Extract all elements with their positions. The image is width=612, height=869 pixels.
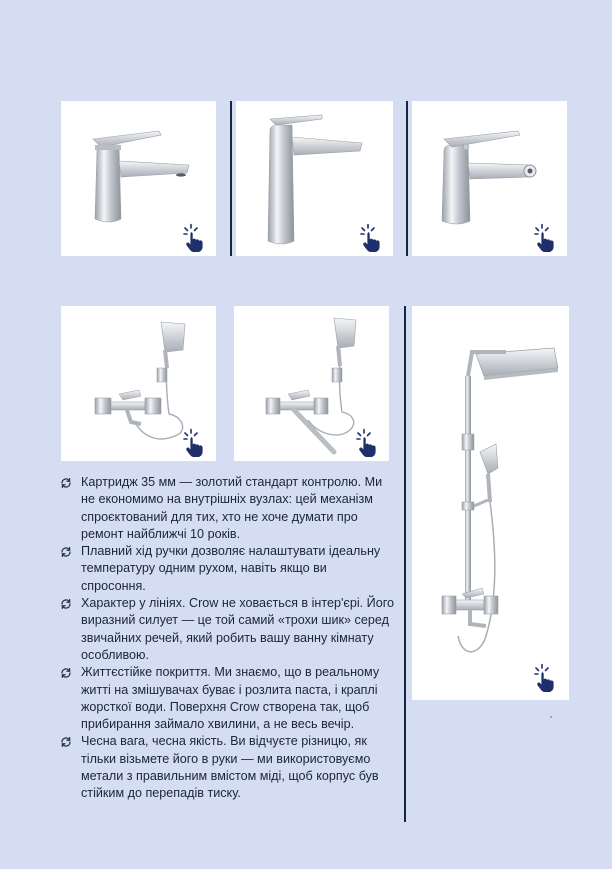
- shower-system-image: [412, 306, 569, 700]
- feature-text: Плавний хід ручки дозволяє налаштувати ідеальну температуру одним рухом, навіть якщо ви спросоння.: [81, 544, 381, 593]
- product-card-bath-mixer-long-spout[interactable]: [234, 306, 389, 461]
- feature-text: Картридж 35 мм — золотий стандарт контролю. Ми не економимо на внутрішніх вузлах: цей механізм спроєктований для тих, хто не хоче думати про ремонт найближчі 10 років.: [81, 475, 383, 541]
- list-item: [60, 543, 395, 595]
- recycle-bullet-icon: [60, 546, 72, 558]
- column-divider: [404, 306, 406, 822]
- product-card-bidet-mixer[interactable]: [412, 101, 567, 256]
- product-card-tall-basin-mixer[interactable]: [236, 101, 393, 256]
- column-divider: [406, 101, 408, 256]
- list-item: [60, 595, 395, 664]
- tap-hand-icon[interactable]: [357, 222, 387, 252]
- recycle-bullet-icon: [60, 598, 72, 610]
- list-item: [60, 733, 395, 802]
- product-card-basin-mixer[interactable]: [61, 101, 216, 256]
- list-item: [60, 664, 395, 733]
- tap-hand-icon[interactable]: [353, 427, 383, 457]
- feature-text: Чесна вага, чесна якість. Ви відчуєте різницю, як тільки візьмете його в руки — ми використовуємо метали з правильним вмістом міді, щоб корпус був стійким до перепадів тиску.: [81, 734, 379, 801]
- feature-text: Життєстійке покриття. Ми знаємо, що в реальному житті на змішувачах буває і розлита паста, і краплі жорсткої води. Поверхня Crow створена так, щоб прибирання займало хвилини, а не весь вечір.: [81, 665, 380, 732]
- list-item: [60, 474, 395, 543]
- product-card-shower-system[interactable]: [412, 306, 569, 700]
- tap-hand-icon[interactable]: [531, 222, 561, 252]
- tap-hand-icon[interactable]: [180, 222, 210, 252]
- feature-text: Характер у лініях. Crow не ховається в інтер'єрі. Його виразний силует — це той самий «трохи шик» серед звичайних речей, який робить вашу ванну кімнату особливою.: [81, 596, 395, 662]
- recycle-bullet-icon: [60, 736, 72, 748]
- feature-list: [60, 474, 395, 803]
- product-card-bath-mixer-short-spout[interactable]: [61, 306, 216, 461]
- column-divider: [230, 101, 232, 256]
- recycle-bullet-icon: [60, 667, 72, 679]
- tap-hand-icon[interactable]: [180, 427, 210, 457]
- tap-hand-icon[interactable]: [531, 662, 561, 692]
- decorative-dot: [550, 716, 552, 718]
- recycle-bullet-icon: [60, 477, 72, 489]
